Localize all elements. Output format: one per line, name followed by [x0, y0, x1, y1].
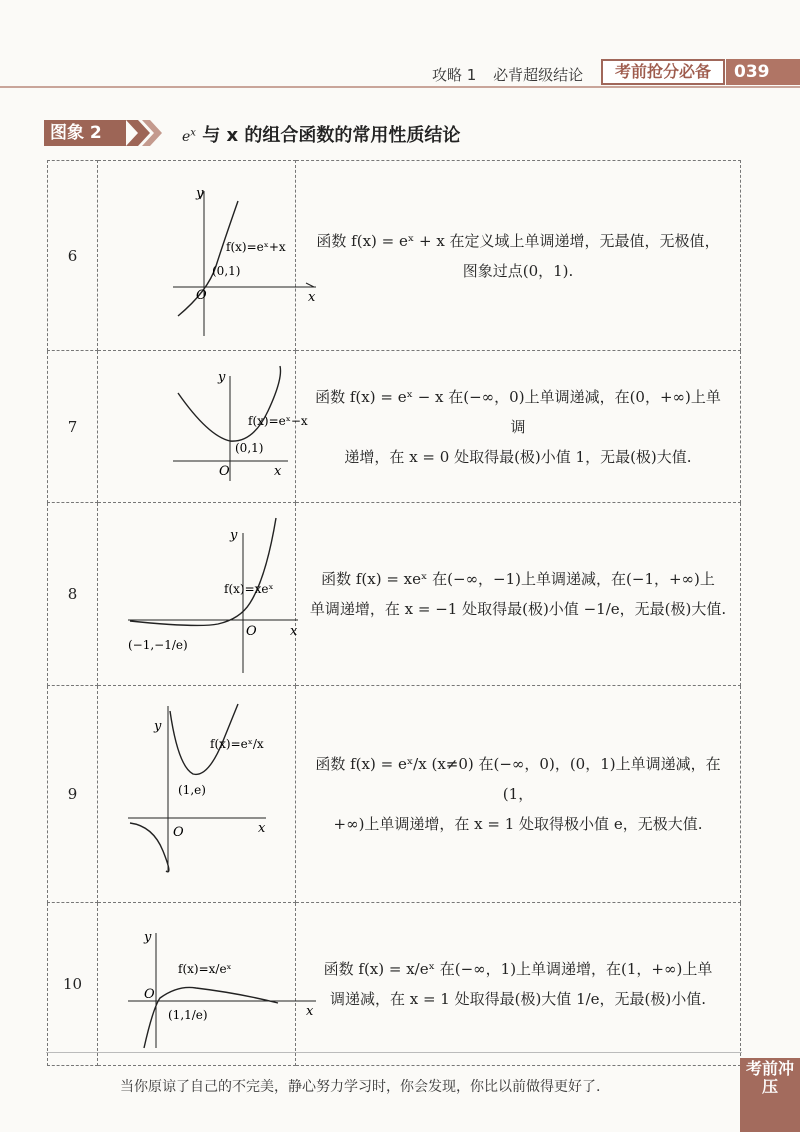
- header-rule: [0, 86, 800, 88]
- origin-label: O: [144, 987, 155, 1002]
- description-line: 图象过点(0，1).: [462, 261, 574, 280]
- origin-label: O: [219, 464, 230, 479]
- function-label: f(x)=eˣ+x: [226, 240, 286, 254]
- graph-cell: [98, 686, 296, 903]
- description-line: +∞)上单调递增，在 x = 1 处取得极小值 e，无极大值.: [333, 815, 703, 833]
- row-number: 8: [48, 503, 98, 686]
- chapter-label: 攻略 1: [432, 66, 477, 84]
- x-axis-label: x: [258, 821, 266, 836]
- description-line: 调递减，在 x = 1 处取得最(极)大值 1/e，无最(极)小值.: [329, 990, 707, 1008]
- footer-quote: 当你原谅了自己的不完美，静心努力学习时，你会发现，你比以前做得更好了.: [120, 1079, 601, 1095]
- y-axis-label: y: [144, 930, 152, 945]
- row-number: 6: [48, 161, 98, 351]
- description-cell: [296, 351, 741, 503]
- row-number: 10: [48, 903, 98, 1066]
- properties-table: [47, 160, 741, 1066]
- row-number: 7: [48, 351, 98, 503]
- curve: [144, 987, 278, 1048]
- curve: [130, 518, 276, 625]
- graph-x-ex: [98, 503, 298, 681]
- description-cell: [296, 503, 741, 686]
- curve: [178, 366, 281, 441]
- page-header: [0, 55, 800, 95]
- breadcrumb: [432, 64, 595, 85]
- x-axis-label: x: [308, 290, 316, 305]
- x-axis-label: x: [306, 1004, 314, 1019]
- y-axis-label: y: [218, 370, 226, 385]
- section-tag: 图象 2: [44, 120, 126, 146]
- description-line: 单调递增，在 x = −1 处取得最(极)小值 −1/e，无最(极)大值.: [309, 600, 727, 618]
- page-footer: [0, 1052, 800, 1132]
- origin-label: O: [246, 624, 257, 639]
- graph-ex-minus-x: [98, 351, 308, 498]
- function-label: f(x)=eˣ/x: [210, 737, 264, 751]
- function-label: f(x)=eˣ−x: [248, 414, 308, 428]
- origin-label: O: [173, 825, 184, 840]
- header-box-label: 考前抢分必备: [601, 59, 725, 85]
- description-cell: [296, 903, 741, 1066]
- description-line: 函数 f(x) = eˣ − x 在(−∞，0)上单调递减，在(0，+∞)上单调: [315, 387, 721, 436]
- origin-label: O: [196, 288, 207, 303]
- table-row: [48, 161, 741, 351]
- section-label: 必背超级结论: [493, 66, 584, 84]
- point-label: (−1,−1/e): [128, 638, 188, 652]
- table-row: [48, 351, 741, 503]
- graph-ex-plus-x: [98, 161, 316, 346]
- graph-ex-over-x: [98, 686, 295, 898]
- graph-x-over-ex: [98, 903, 314, 1061]
- point-label: (1,1/e): [168, 1008, 208, 1022]
- graph-cell: [98, 503, 296, 686]
- graph-cell: [98, 161, 316, 351]
- row-number: 9: [48, 686, 98, 903]
- graph-cell: [98, 351, 308, 503]
- point-label: (0,1): [235, 441, 264, 455]
- function-label: f(x)=x/eˣ: [178, 962, 232, 976]
- curve-left: [130, 823, 169, 872]
- x-axis-label: x: [274, 464, 282, 479]
- double-chevron-icon: [126, 120, 166, 146]
- footer-side-tab: 考前冲压: [740, 1058, 800, 1132]
- table-row: [48, 503, 741, 686]
- x-axis-label: x: [290, 624, 298, 639]
- section-title: $e^x$ 与 x 的组合函数的常用性质结论: [182, 125, 461, 146]
- y-axis-label: y: [154, 719, 162, 734]
- point-label: (1,e): [178, 783, 206, 797]
- description-line: 函数 f(x) = x/eˣ 在(−∞，1)上单调递增，在(1，+∞)上单: [323, 960, 713, 978]
- description-line: 函数 f(x) = eˣ + x 在定义域上单调递增，无最值，无极值，: [316, 231, 720, 250]
- function-label: f(x)=xeˣ: [224, 582, 274, 596]
- description-cell: [296, 161, 741, 351]
- description-line: 递增，在 x = 0 处取得最(极)小值 1，无最(极)大值.: [344, 447, 692, 466]
- table-row: [48, 686, 741, 903]
- table-row: [48, 903, 741, 1066]
- y-axis-label: y: [196, 186, 204, 201]
- footer-rule: [46, 1052, 742, 1053]
- description-cell: [296, 686, 741, 903]
- description-line: 函数 f(x) = eˣ/x (x≠0) 在(−∞，0)，(0，1)上单调递减，在(1，: [315, 755, 721, 803]
- curve: [178, 201, 241, 316]
- graph-cell: [98, 903, 314, 1066]
- page-number: 039: [726, 59, 800, 85]
- section-title-text: 与 x 的组合函数的常用性质结论: [202, 125, 461, 146]
- section-heading: [44, 118, 764, 148]
- description-line: 函数 f(x) = xeˣ 在(−∞，−1)上单调递减，在(−1，+∞)上: [321, 570, 715, 588]
- y-axis-label: y: [230, 528, 238, 543]
- point-label: (0,1): [212, 264, 241, 278]
